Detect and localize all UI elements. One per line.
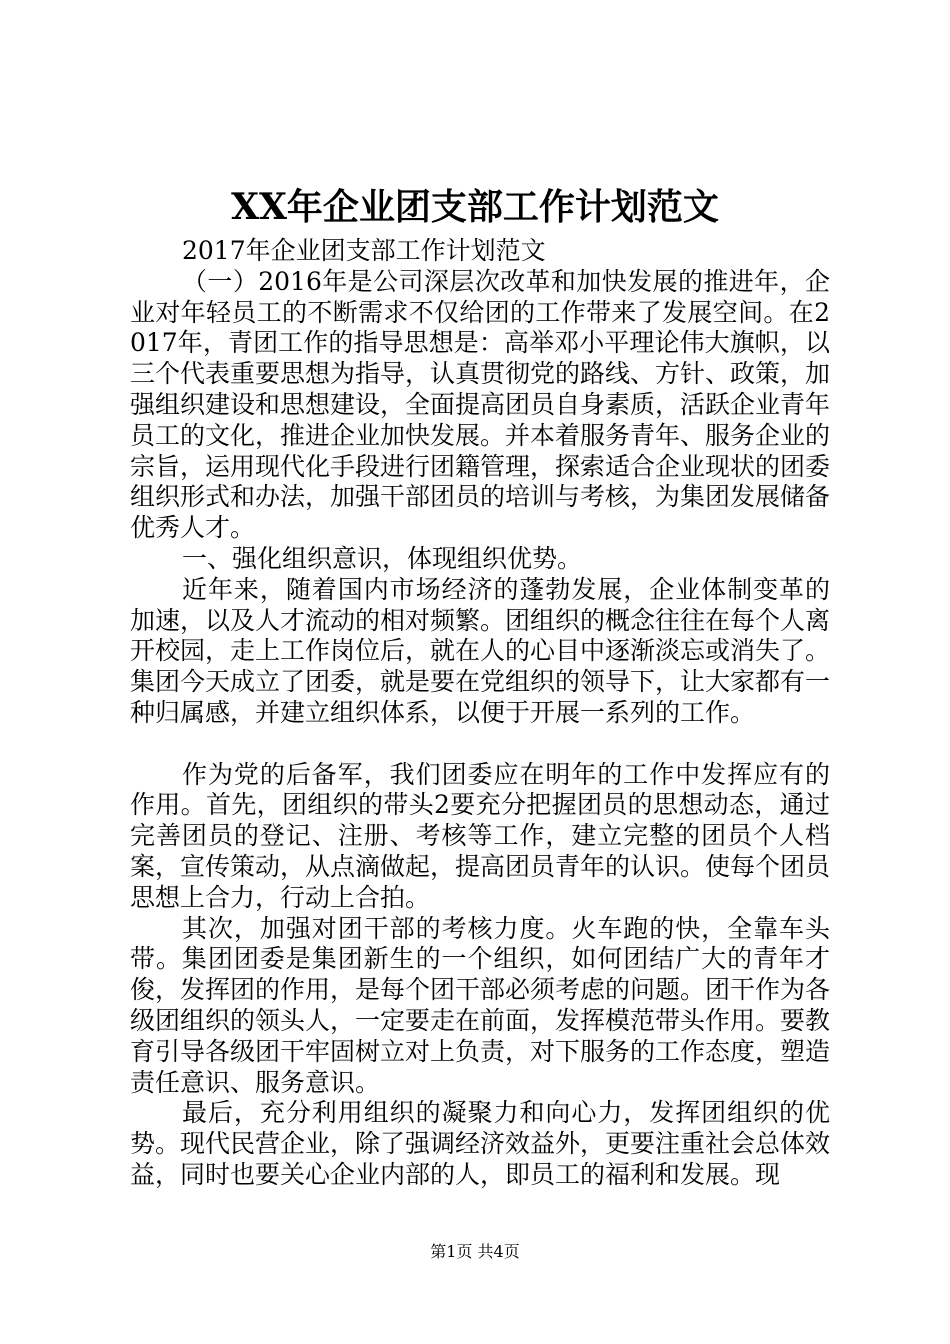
document-body	[130, 236, 830, 1191]
paragraph: 最后，充分利用组织的凝聚力和向心力，发挥团组织的优势。现代民营企业，除了强调经济效益外，更要注重社会总体效益，同时也要关心企业内部的人，即员工的福利和发展。现	[130, 1098, 831, 1189]
page-number-footer: 第1页 共4页	[430, 1242, 520, 1261]
paragraph-intro: （一）2016年是公司深层次改革和加快发展的推进年，企业对年轻员工的不断需求不仅给团的工作带来了发展空间。在2017年，青团工作的指导思想是：高举邓小平理论伟大旗帜，以三个代表重要思想为指导，认真贯彻党的路线、方针、政策，加强组织建设和思想建设，全面提高团员自身素质，活跃企业青年员工的文化，推进企业加快发展。并本着服务青年、服务企业的宗旨，运用现代化手段进行团籍管理，探索适合企业现状的团委组织形式和办法，加强干部团员的培训与考核，为集团发展储备优秀人才。	[130, 266, 831, 543]
paragraph: 近年来，随着国内市场经济的蓬勃发展，企业体制变革的加速，以及人才流动的相对频繁。团组织的概念往往在每个人离开校园，走上工作岗位后，就在人的心目中逐渐淡忘或消失了。集团今天成立了团委，就是要在党组织的领导下，让大家都有一种归属感，并建立组织体系，以便于开展一系列的工作。	[130, 574, 831, 727]
paragraph-subtitle: 2017年企业团支部工作计划范文	[182, 236, 546, 265]
paragraph: 其次，加强对团干部的考核力度。火车跑的快，全靠车头带。集团团委是集团新生的一个组织，如何团结广大的青年才俊，发挥团的作用，是每个团干部必须考虑的问题。团干作为各级团组织的领头人，一定要走在前面，发挥模范带头作用。要教育引导各级团干牢固树立对上负责，对下服务的工作态度，塑造责任意识、服务意识。	[130, 913, 831, 1097]
paragraph: 作为党的后备军，我们团委应在明年的工作中发挥应有的作用。首先，团组织的带头2要充分把握团员的思想动态，通过完善团员的登记、注册、考核等工作，建立完整的团员个人档案，宣传策动，从点滴做起，提高团员青年的认识。使每个团员思想上合力，行动上合拍。	[130, 759, 831, 912]
section-heading: 一、强化组织意识，体现组织优势。	[182, 543, 583, 573]
document-title: XX年企业团支部工作计划范文	[231, 186, 719, 228]
